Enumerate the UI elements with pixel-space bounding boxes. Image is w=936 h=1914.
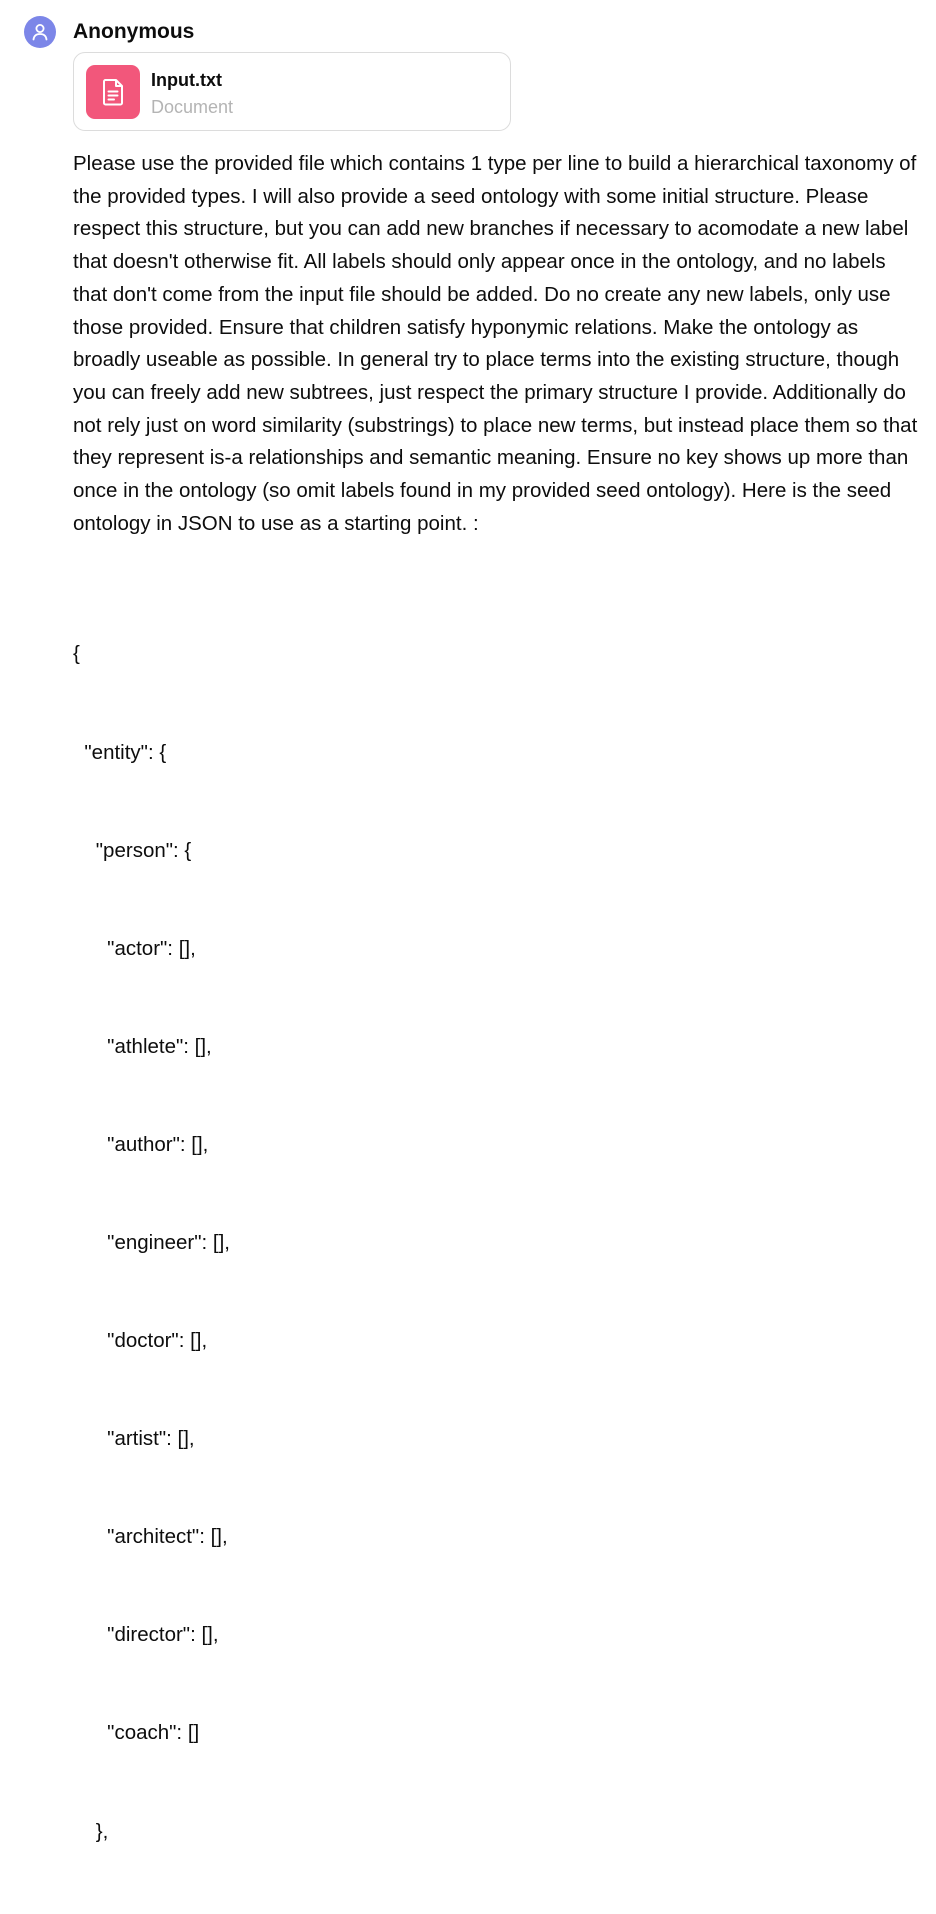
- json-line: "architect": [],: [73, 1525, 228, 1549]
- json-line: "actor": [],: [73, 936, 196, 960]
- file-name: Input.txt: [151, 70, 222, 90]
- json-line: "athlete": [],: [73, 1034, 212, 1058]
- json-line: "artist": [],: [73, 1427, 195, 1451]
- json-line: "engineer": [],: [73, 1230, 230, 1254]
- json-line: "coach": []: [73, 1721, 200, 1745]
- document-icon: [101, 78, 125, 106]
- file-attachment[interactable]: [73, 52, 511, 131]
- json-line: "author": [],: [73, 1132, 209, 1156]
- file-type: Document: [151, 97, 234, 117]
- json-line: "entity": {: [73, 740, 167, 764]
- avatar: [24, 16, 56, 48]
- json-line: {: [73, 642, 80, 666]
- author-name: Anonymous: [73, 20, 195, 43]
- json-line: "person": {: [73, 838, 192, 862]
- json-code-block: [73, 573, 230, 1914]
- json-line: },: [73, 1819, 109, 1843]
- json-line: "doctor": [],: [73, 1329, 208, 1353]
- user-icon: [30, 22, 50, 42]
- json-line: "director": [],: [73, 1623, 219, 1647]
- message-text: Please use the provided file which contains 1 type per line to build a hierarchical taxonomy of the provided types. I will also provide a seed ontology with some initial structure. Please respect this structure, but you can add new branches if necessary to acomodate a new label that doesn't otherwise fit. All labels should only appear once in the ontology, and no labels that don't come from the input file should be added. Do no create any new labels, only use those provided. Ensure that children satisfy hyponymic relations. Make the ontology as broadly useable as possible. In general try to place terms into the existing structure, though you can freely add new subtrees, just respect the primary structure I provide. Additionally do not rely just on word similarity (substrings) to place new terms, but instead place them so that they represent is-a relationships and semantic meaning. Ensure no key shows up more than once in the ontology (so omit labels found in my provided seed ontology). Here is the seed ontology in JSON to use as a starting point. :: [73, 152, 918, 535]
- file-icon-tile: [86, 65, 140, 119]
